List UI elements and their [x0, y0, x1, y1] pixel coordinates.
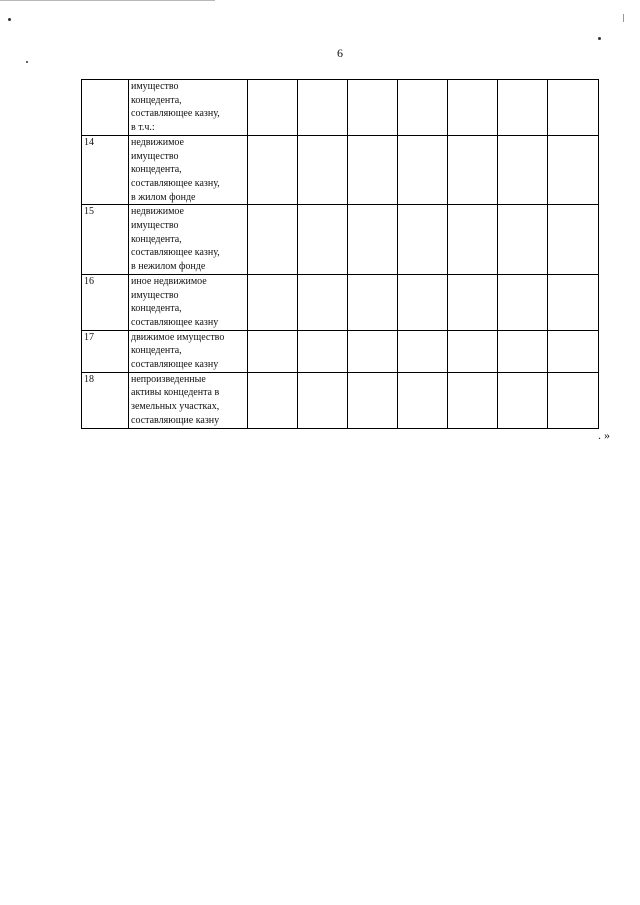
- empty-value-cell: [398, 274, 448, 330]
- description-line: в нежилом фонде: [131, 261, 206, 273]
- description-line: составляющее казну: [131, 316, 219, 328]
- closing-quote-mark: . »: [598, 428, 610, 442]
- empty-value-cell: [248, 330, 298, 372]
- empty-value-cell: [298, 205, 348, 275]
- row-description: [129, 135, 248, 205]
- empty-value-cell: [248, 205, 298, 275]
- description-line: концедента,: [131, 233, 182, 245]
- empty-value-cell: [548, 330, 599, 372]
- empty-value-cell: [498, 205, 548, 275]
- empty-value-cell: [348, 205, 398, 275]
- empty-value-cell: [548, 274, 599, 330]
- empty-value-cell: [548, 80, 599, 136]
- empty-value-cell: [448, 330, 498, 372]
- empty-value-cell: [498, 372, 548, 428]
- description-line: имущество: [131, 220, 179, 232]
- empty-value-cell: [548, 135, 599, 205]
- table-row: [82, 205, 599, 275]
- description-line: составляющие казну: [131, 414, 220, 426]
- assets-table: [81, 79, 599, 429]
- empty-value-cell: [348, 135, 398, 205]
- scan-top-rule: [0, 0, 215, 3]
- table-row: [82, 135, 599, 205]
- empty-value-cell: [348, 80, 398, 136]
- assets-table-body: [82, 80, 599, 429]
- row-description: [129, 205, 248, 275]
- row-number: 15: [82, 205, 129, 275]
- table-row: [82, 330, 599, 372]
- empty-value-cell: [348, 372, 398, 428]
- empty-value-cell: [298, 135, 348, 205]
- description-line: имущество: [131, 81, 179, 92]
- description-line: составляющее казну: [131, 359, 219, 371]
- empty-value-cell: [498, 274, 548, 330]
- empty-value-cell: [298, 330, 348, 372]
- description-line: недвижимое: [131, 136, 184, 148]
- row-number: 16: [82, 274, 129, 330]
- description-line: в т.ч.:: [131, 122, 155, 134]
- empty-value-cell: [348, 274, 398, 330]
- row-description: [129, 330, 248, 372]
- row-description: [129, 274, 248, 330]
- empty-value-cell: [398, 135, 448, 205]
- description-line: имущество: [131, 150, 179, 162]
- empty-value-cell: [548, 205, 599, 275]
- empty-value-cell: [448, 372, 498, 428]
- description-line: имущество: [131, 289, 179, 301]
- empty-value-cell: [398, 80, 448, 136]
- description-line: составляющее казну,: [131, 247, 220, 259]
- empty-value-cell: [498, 135, 548, 205]
- empty-value-cell: [248, 80, 298, 136]
- table-row: [82, 274, 599, 330]
- description-line: в жилом фонде: [131, 191, 196, 203]
- description-line: непроизведенные: [131, 373, 206, 385]
- description-line: земельных участках,: [131, 401, 220, 413]
- description-line: движимое имущество: [131, 331, 225, 343]
- row-description: [129, 372, 248, 428]
- page-number: 6: [337, 46, 343, 60]
- empty-value-cell: [348, 330, 398, 372]
- empty-value-cell: [448, 135, 498, 205]
- row-number: 17: [82, 330, 129, 372]
- description-line: иное недвижимое: [131, 275, 207, 287]
- description-line: концедента,: [131, 94, 182, 106]
- empty-value-cell: [298, 274, 348, 330]
- row-number: 14: [82, 135, 129, 205]
- empty-value-cell: [498, 330, 548, 372]
- row-description: [129, 80, 248, 136]
- empty-value-cell: [298, 80, 348, 136]
- description-line: концедента,: [131, 164, 182, 176]
- row-number: [82, 80, 129, 136]
- description-line: концедента,: [131, 345, 182, 357]
- description-line: активы концедента в: [131, 387, 220, 399]
- row-number: 18: [82, 372, 129, 428]
- description-line: концедента,: [131, 303, 182, 315]
- empty-value-cell: [448, 205, 498, 275]
- empty-value-cell: [248, 274, 298, 330]
- description-line: составляющее казну,: [131, 108, 220, 120]
- empty-value-cell: [448, 80, 498, 136]
- empty-value-cell: [298, 372, 348, 428]
- empty-value-cell: [448, 274, 498, 330]
- empty-value-cell: [248, 372, 298, 428]
- description-line: составляющее казну,: [131, 177, 220, 189]
- description-line: недвижимое: [131, 206, 184, 218]
- empty-value-cell: [398, 330, 448, 372]
- table-row: [82, 372, 599, 428]
- table-row: [82, 80, 599, 136]
- empty-value-cell: [398, 372, 448, 428]
- empty-value-cell: [398, 205, 448, 275]
- empty-value-cell: [548, 372, 599, 428]
- empty-value-cell: [248, 135, 298, 205]
- empty-value-cell: [498, 80, 548, 136]
